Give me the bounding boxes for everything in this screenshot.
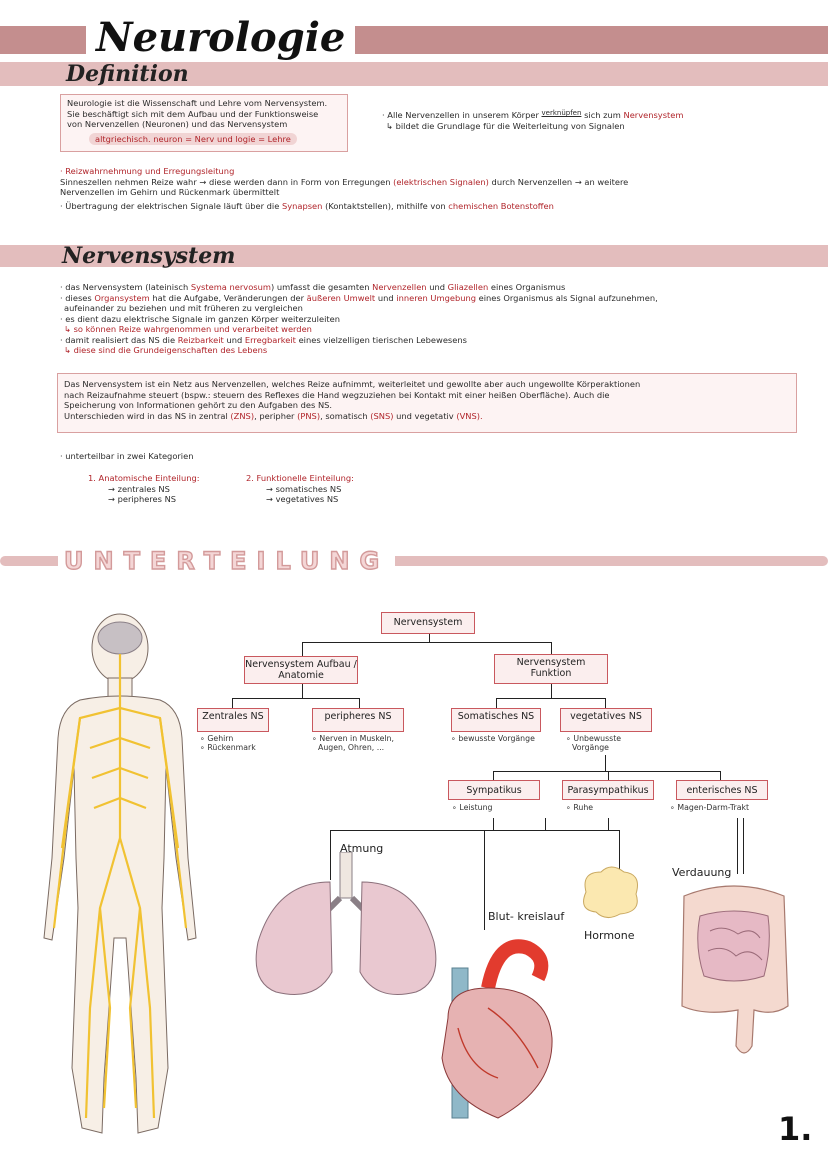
ns-box-line4 [64, 411, 790, 422]
right-note-nervensystem: Nervensystem [623, 110, 684, 120]
reiz-text: Sinneszellen nehmen Reize wahr → diese werden dann in Form von Erregungen [60, 176, 391, 187]
tree-line [302, 642, 303, 656]
definition-box [60, 94, 348, 152]
ns-bullet-2 [60, 293, 800, 304]
tree-line [608, 771, 609, 780]
ns-box-l4-mid1: , peripher [254, 410, 295, 421]
tree-line [232, 698, 233, 708]
ns-b4-post: eines vielzelligen tierischen Lebewesens [298, 334, 467, 345]
header-band-left-cap [0, 26, 80, 54]
peripher-sub1: ∘ Nerven in Muskeln, [312, 734, 394, 743]
nervensystem-box [57, 373, 797, 433]
reiz-red: (elektrischen Signalen) [393, 176, 489, 187]
ns-b1-red3: Gliazellen [447, 282, 489, 292]
ns-box-line2: nach Reizaufnahme steuert (bspw.: steuern des Reflexes die Hand wegzuziehen bei Kontakt mit einer heißen Oberfläche). Auch die [64, 389, 610, 400]
category-anatomisch [88, 473, 200, 505]
nervensystem-title: Nervensystem [62, 243, 236, 269]
reiz-line2: Nervenzellen im Gehirn und Rückenmark übermittelt [60, 187, 280, 197]
ns-b1-und: und [429, 282, 446, 292]
etymology-pill: altgriechisch. neuron = Nerv und logie = Lehre [89, 133, 297, 146]
tree-line [551, 642, 552, 654]
ns-box-line1: Das Nervensystem ist ein Netz aus Nervenzellen, welches Reize aufnimmt, weiterleitet und gewollte aber auch ungewollte Körperaktionen [64, 379, 641, 389]
tree-line [720, 771, 721, 780]
right-note-text: · Alle Nervenzellen in unserem Körper [382, 110, 539, 120]
page-number: 1. [778, 1110, 813, 1148]
tree-line [302, 684, 303, 698]
hormone-gland-illustration [576, 862, 646, 922]
label-blutkreislauf: Blut- kreislauf [488, 910, 565, 923]
heart-illustration [428, 928, 568, 1128]
right-note-verknuepfen: verknüpfen [541, 109, 582, 117]
somatisch-sub: ∘ bewusste Vorgänge [451, 734, 535, 743]
reiz-line1 [60, 177, 800, 188]
node-sympatikus: Sympatikus [448, 780, 540, 800]
ns-b2-text: · dieses [60, 292, 92, 303]
ns-box-l4-text: Unterschieden wird in das NS in zentral [64, 410, 228, 421]
enterisch-sub: ∘ Magen-Darm-Trakt [670, 803, 750, 812]
uebertragung-text: · Übertragung der elektrischen Signale läuft über die [60, 200, 280, 211]
definition-box-line2: Sie beschäftigt sich mit dem Aufbau und der Funktionsweise [67, 108, 319, 119]
ns-b1-red2: Nervenzellen [372, 282, 427, 292]
node-somatisch: Somatisches NS [451, 708, 541, 732]
ns-box-zns: (ZNS) [230, 410, 255, 421]
ns-b2-red2: äußeren Umwelt [306, 292, 376, 303]
tree-line [605, 698, 606, 708]
cat2-b: → vegetatives NS [266, 494, 339, 504]
node-vegetativ: vegetatives NS [560, 708, 652, 732]
nervensystem-bullets [60, 282, 800, 356]
uebertragung-synapsen: Synapsen [281, 200, 323, 211]
ns-box-l4-mid2: , somatisch [320, 410, 368, 421]
ns-b1-text: · das Nervensystem (lateinisch [60, 282, 189, 292]
ns-b2-red3: inneren Umgebung [396, 292, 476, 303]
tree-line [484, 830, 485, 930]
tree-line [545, 818, 546, 830]
right-note-line2: ↳ bildet die Grundlage für die Weiterleitung von Signalen [386, 120, 625, 131]
ns-b4-red1: Reizbarkeit [177, 334, 224, 345]
ns-box-l4-mid3: und vegetativ [396, 410, 454, 421]
tree-line [737, 818, 738, 874]
vegetativ-sub [566, 734, 621, 752]
cat1-b: → peripheres NS [108, 494, 177, 504]
unterteilbar-text: · unterteilbar in zwei Kategorien [60, 451, 194, 461]
lungs-illustration [246, 852, 446, 1002]
ns-box-pns: (PNS) [297, 410, 321, 421]
node-parasympathikus: Parasympathikus [562, 780, 654, 800]
category-funktionell [246, 473, 354, 505]
reiz-title: · Reizwahrnehmung und Erregungsleitung [60, 166, 235, 176]
uebertragung-line [60, 201, 800, 212]
ns-box-sns: (SNS) [370, 410, 394, 421]
ns-b2-red1: Organsystem [94, 292, 150, 303]
tree-line [493, 818, 494, 830]
page-title: Neurologie [86, 14, 355, 62]
zentral-sub2: ∘ Rückenmark [200, 743, 256, 752]
sympatikus-sub: ∘ Leistung [452, 803, 493, 812]
label-atmung: Atmung [340, 842, 384, 855]
ns-bullet-3: · es dient dazu elektrische Signale im ganzen Körper weiterzuleiten [60, 313, 340, 324]
definition-box-line3: von Nervenzellen (Neuronen) und das Nervensystem [67, 119, 288, 129]
label-verdauung: Verdauung [672, 866, 732, 879]
zentral-sub1: ∘ Gehirn [200, 734, 234, 743]
tree-line [330, 830, 620, 831]
tree-line [359, 698, 360, 708]
tree-line [496, 698, 497, 708]
tree-line [551, 684, 552, 698]
cat2-title: 2. Funktionelle Einteilung: [246, 473, 354, 483]
tree-line [608, 818, 609, 830]
node-zentral: Zentrales NS [197, 708, 269, 732]
ns-bullet-4 [60, 335, 800, 346]
vegetativ-sub2: Vorgänge [572, 743, 609, 752]
cat1-a: → zentrales NS [108, 483, 170, 494]
uebertragung-text2: (Kontaktstellen), mithilfe von [325, 200, 446, 211]
reiz-text2: durch Nervenzellen → an weitere [491, 176, 629, 187]
ns-bullet-4-sub: ↳ diese sind die Grundeigenschaften des Lebens [64, 345, 268, 355]
ns-b1-mid: ) umfasst die gesamten [270, 282, 370, 292]
tree-line [743, 818, 744, 874]
ns-bullet-1 [60, 282, 800, 293]
definition-right-note [382, 108, 802, 131]
ns-b2-mid: hat die Aufgabe, Veränderungen der [152, 292, 305, 303]
tree-line [232, 698, 360, 699]
reiz-section [60, 166, 800, 211]
label-hormone: Hormone [584, 929, 635, 942]
right-note-text2: sich zum [584, 110, 621, 120]
intestines-illustration [664, 876, 804, 1060]
tree-line [302, 642, 552, 643]
tree-line [496, 698, 606, 699]
human-nervous-system-illustration [20, 608, 210, 1158]
peripher-sub [312, 734, 394, 752]
ns-b2-und: und [377, 292, 394, 303]
node-peripher: peripheres NS [312, 708, 404, 732]
ns-b1-red1: Systema nervosum [190, 282, 271, 292]
ns-b4-text: · damit realisiert das NS die [60, 334, 176, 345]
peripher-sub2: Augen, Ohren, ... [318, 743, 385, 752]
definition-box-line1: Neurologie ist die Wissenschaft und Lehre vom Nervensystem. [67, 98, 328, 108]
ns-bullet-2-line2: aufeinander zu beziehen und mit früheren zu vergleichen [64, 303, 303, 313]
node-enterisch: enterisches NS [676, 780, 768, 800]
tree-line [493, 771, 721, 772]
node-funktion: Nervensystem Funktion [494, 654, 608, 684]
tree-line [429, 634, 430, 642]
ns-b4-red2: Erregbarkeit [244, 334, 296, 345]
ns-b4-und: und [226, 334, 243, 345]
unterteilung-title: UNTERTEILUNG [58, 547, 395, 575]
ns-bullet-3-sub: ↳ so können Reize wahrgenommen und verarbeitet werden [64, 324, 312, 334]
ns-box-line3: Speicherung von Informationen gehört zu den Aufgaben des NS. [64, 400, 333, 410]
node-aufbau: Nervensystem Aufbau / Anatomie [244, 656, 358, 684]
ns-box-vns: (VNS). [456, 410, 483, 421]
cat2-a: → somatisches NS [266, 483, 342, 494]
uebertragung-botenstoffe: chemischen Botenstoffen [448, 200, 554, 211]
ns-b1-post: eines Organismus [490, 282, 566, 292]
ns-b2-post: eines Organismus als Signal aufzunehmen, [478, 292, 658, 303]
cat1-title: 1. Anatomische Einteilung: [88, 473, 200, 483]
node-nervensystem: Nervensystem [381, 612, 475, 634]
parasympathikus-sub: ∘ Ruhe [566, 803, 594, 812]
tree-line [493, 771, 494, 780]
tree-line [605, 755, 606, 771]
definition-title: Definition [66, 61, 189, 87]
vegetativ-sub1: ∘ Unbewusste [566, 734, 622, 743]
